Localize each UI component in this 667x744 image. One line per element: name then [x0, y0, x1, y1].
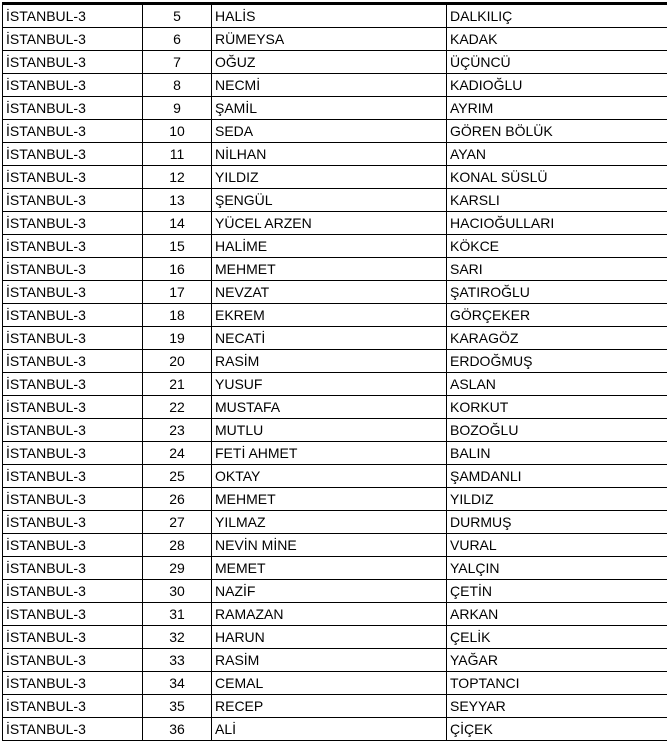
first-name-cell: YUSUF — [212, 373, 447, 396]
number-cell: 28 — [143, 534, 212, 557]
first-name-cell: RAMAZAN — [212, 603, 447, 626]
number-cell: 34 — [143, 672, 212, 695]
first-name-cell: YILDIZ — [212, 166, 447, 189]
city-cell: İSTANBUL-3 — [3, 603, 143, 626]
first-name-cell: NAZİF — [212, 580, 447, 603]
number-cell: 13 — [143, 189, 212, 212]
table-row — [3, 396, 667, 419]
city-cell: İSTANBUL-3 — [3, 718, 143, 741]
first-name-cell: FETİ AHMET — [212, 442, 447, 465]
last-name-cell: TOPTANCI — [447, 672, 667, 695]
city-cell: İSTANBUL-3 — [3, 258, 143, 281]
table-row — [3, 442, 667, 465]
first-name-cell: NECMİ — [212, 74, 447, 97]
table-row — [3, 235, 667, 258]
number-cell: 12 — [143, 166, 212, 189]
number-cell: 31 — [143, 603, 212, 626]
number-cell: 20 — [143, 350, 212, 373]
number-cell: 26 — [143, 488, 212, 511]
first-name-cell: NİLHAN — [212, 143, 447, 166]
first-name-cell: MEHMET — [212, 258, 447, 281]
last-name-cell: ŞAMDANLI — [447, 465, 667, 488]
table-row — [3, 511, 667, 534]
number-cell: 17 — [143, 281, 212, 304]
number-cell: 24 — [143, 442, 212, 465]
city-cell: İSTANBUL-3 — [3, 143, 143, 166]
city-cell: İSTANBUL-3 — [3, 649, 143, 672]
last-name-cell: KORKUT — [447, 396, 667, 419]
first-name-cell: MEMET — [212, 557, 447, 580]
first-name-cell: HALİME — [212, 235, 447, 258]
city-cell: İSTANBUL-3 — [3, 695, 143, 718]
last-name-cell: GÖRÇEKER — [447, 304, 667, 327]
number-cell: 23 — [143, 419, 212, 442]
first-name-cell: OĞUZ — [212, 51, 447, 74]
table-row — [3, 649, 667, 672]
city-cell: İSTANBUL-3 — [3, 488, 143, 511]
number-cell: 21 — [143, 373, 212, 396]
table-row — [3, 672, 667, 695]
table-row — [3, 258, 667, 281]
number-cell: 5 — [143, 4, 212, 28]
number-cell: 7 — [143, 51, 212, 74]
city-cell: İSTANBUL-3 — [3, 465, 143, 488]
table-row — [3, 212, 667, 235]
table-row — [3, 350, 667, 373]
first-name-cell: ALİ — [212, 718, 447, 741]
table-row — [3, 695, 667, 718]
last-name-cell: YAĞAR — [447, 649, 667, 672]
city-cell: İSTANBUL-3 — [3, 97, 143, 120]
table-row — [3, 166, 667, 189]
city-cell: İSTANBUL-3 — [3, 28, 143, 51]
number-cell: 8 — [143, 74, 212, 97]
city-cell: İSTANBUL-3 — [3, 235, 143, 258]
last-name-cell: KÖKCE — [447, 235, 667, 258]
table-row — [3, 626, 667, 649]
table-row — [3, 718, 667, 741]
table-row — [3, 189, 667, 212]
last-name-cell: KARAGÖZ — [447, 327, 667, 350]
last-name-cell: ÇELİK — [447, 626, 667, 649]
table-row — [3, 534, 667, 557]
number-cell: 29 — [143, 557, 212, 580]
last-name-cell: GÖREN BÖLÜK — [447, 120, 667, 143]
number-cell: 25 — [143, 465, 212, 488]
number-cell: 35 — [143, 695, 212, 718]
first-name-cell: HALİS — [212, 4, 447, 28]
last-name-cell: AYRIM — [447, 97, 667, 120]
city-cell: İSTANBUL-3 — [3, 626, 143, 649]
city-cell: İSTANBUL-3 — [3, 373, 143, 396]
last-name-cell: ÇİÇEK — [447, 718, 667, 741]
city-cell: İSTANBUL-3 — [3, 212, 143, 235]
table-row — [3, 28, 667, 51]
number-cell: 32 — [143, 626, 212, 649]
number-cell: 19 — [143, 327, 212, 350]
number-cell: 27 — [143, 511, 212, 534]
number-cell: 16 — [143, 258, 212, 281]
city-cell: İSTANBUL-3 — [3, 120, 143, 143]
first-name-cell: HARUN — [212, 626, 447, 649]
city-cell: İSTANBUL-3 — [3, 580, 143, 603]
first-name-cell: CEMAL — [212, 672, 447, 695]
first-name-cell: RÜMEYSA — [212, 28, 447, 51]
table-row — [3, 419, 667, 442]
last-name-cell: ARKAN — [447, 603, 667, 626]
city-cell: İSTANBUL-3 — [3, 557, 143, 580]
number-cell: 15 — [143, 235, 212, 258]
first-name-cell: EKREM — [212, 304, 447, 327]
table-row — [3, 580, 667, 603]
first-name-cell: YÜCEL ARZEN — [212, 212, 447, 235]
table-row — [3, 465, 667, 488]
table-row — [3, 327, 667, 350]
city-cell: İSTANBUL-3 — [3, 396, 143, 419]
number-cell: 18 — [143, 304, 212, 327]
first-name-cell: ŞENGÜL — [212, 189, 447, 212]
city-cell: İSTANBUL-3 — [3, 419, 143, 442]
last-name-cell: VURAL — [447, 534, 667, 557]
city-cell: İSTANBUL-3 — [3, 442, 143, 465]
last-name-cell: BOZOĞLU — [447, 419, 667, 442]
table-row — [3, 74, 667, 97]
city-cell: İSTANBUL-3 — [3, 4, 143, 28]
candidate-rows — [3, 4, 667, 741]
first-name-cell: MUTLU — [212, 419, 447, 442]
table-row — [3, 143, 667, 166]
number-cell: 22 — [143, 396, 212, 419]
last-name-cell: BALIN — [447, 442, 667, 465]
table-row — [3, 51, 667, 74]
city-cell: İSTANBUL-3 — [3, 327, 143, 350]
last-name-cell: AYAN — [447, 143, 667, 166]
first-name-cell: RECEP — [212, 695, 447, 718]
last-name-cell: KADAK — [447, 28, 667, 51]
city-cell: İSTANBUL-3 — [3, 189, 143, 212]
table-row — [3, 97, 667, 120]
table-row — [3, 304, 667, 327]
first-name-cell: ŞAMİL — [212, 97, 447, 120]
candidate-table — [2, 2, 667, 741]
city-cell: İSTANBUL-3 — [3, 281, 143, 304]
table-row — [3, 120, 667, 143]
table-row — [3, 373, 667, 396]
number-cell: 6 — [143, 28, 212, 51]
first-name-cell: MEHMET — [212, 488, 447, 511]
last-name-cell: DALKILIÇ — [447, 4, 667, 28]
city-cell: İSTANBUL-3 — [3, 166, 143, 189]
first-name-cell: NEVZAT — [212, 281, 447, 304]
number-cell: 36 — [143, 718, 212, 741]
number-cell: 14 — [143, 212, 212, 235]
city-cell: İSTANBUL-3 — [3, 672, 143, 695]
last-name-cell: YILDIZ — [447, 488, 667, 511]
number-cell: 11 — [143, 143, 212, 166]
table-row — [3, 557, 667, 580]
first-name-cell: NEVİN MİNE — [212, 534, 447, 557]
first-name-cell: OKTAY — [212, 465, 447, 488]
last-name-cell: HACIOĞULLARI — [447, 212, 667, 235]
number-cell: 33 — [143, 649, 212, 672]
city-cell: İSTANBUL-3 — [3, 350, 143, 373]
last-name-cell: ASLAN — [447, 373, 667, 396]
last-name-cell: KADIOĞLU — [447, 74, 667, 97]
first-name-cell: YILMAZ — [212, 511, 447, 534]
first-name-cell: RASİM — [212, 649, 447, 672]
last-name-cell: SEYYAR — [447, 695, 667, 718]
first-name-cell: MUSTAFA — [212, 396, 447, 419]
table-row — [3, 603, 667, 626]
last-name-cell: YALÇIN — [447, 557, 667, 580]
city-cell: İSTANBUL-3 — [3, 304, 143, 327]
city-cell: İSTANBUL-3 — [3, 51, 143, 74]
table-row — [3, 488, 667, 511]
number-cell: 10 — [143, 120, 212, 143]
last-name-cell: KARSLI — [447, 189, 667, 212]
number-cell: 30 — [143, 580, 212, 603]
city-cell: İSTANBUL-3 — [3, 511, 143, 534]
table-row — [3, 4, 667, 28]
last-name-cell: ÜÇÜNCÜ — [447, 51, 667, 74]
table-row — [3, 281, 667, 304]
last-name-cell: ÇETİN — [447, 580, 667, 603]
number-cell: 9 — [143, 97, 212, 120]
last-name-cell: ŞATIROĞLU — [447, 281, 667, 304]
city-cell: İSTANBUL-3 — [3, 534, 143, 557]
last-name-cell: DURMUŞ — [447, 511, 667, 534]
first-name-cell: NECATİ — [212, 327, 447, 350]
city-cell: İSTANBUL-3 — [3, 74, 143, 97]
last-name-cell: ERDOĞMUŞ — [447, 350, 667, 373]
first-name-cell: SEDA — [212, 120, 447, 143]
last-name-cell: SARI — [447, 258, 667, 281]
first-name-cell: RASİM — [212, 350, 447, 373]
last-name-cell: KONAL SÜSLÜ — [447, 166, 667, 189]
